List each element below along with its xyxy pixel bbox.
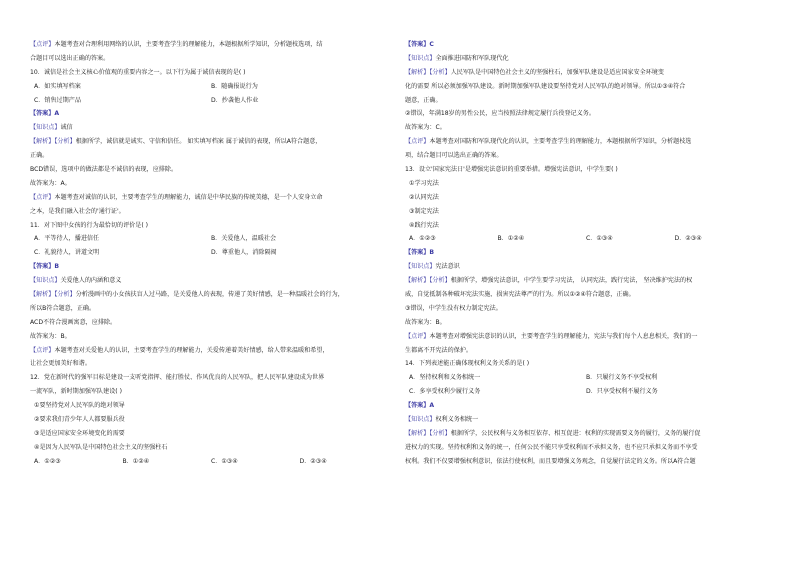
q12-stem-line-2: 一流军队，新时期加强军队建设( ) — [30, 388, 123, 396]
q10-comment-line-1: 【点评】本题考查对诚信的认识，主要考查学生的理解能力，诚信是中华民族的传统美德，是一个人安身立命 — [30, 193, 323, 201]
q14-options-row-1 — [405, 371, 763, 385]
q12-option-d: D．②③④ — [299, 457, 327, 465]
q13-option-c: C．①③④ — [586, 235, 613, 243]
q10-stem: 10．诚信是社会主义核心价值观的重要内容之一。以下行为属于诚信表现的是( ) — [30, 68, 246, 76]
q10-options-row-1 — [30, 80, 388, 94]
q11-analysis-line-1: 【解析】【分析】分析漫画中的小女孩扶盲人过马路，是关爱他人的表现，传递了美好情感，是一种温暖社会的行为， — [30, 291, 344, 299]
q13-option-b: B．①②④ — [497, 235, 525, 243]
q14-knowledge-point: 【知识点】权利义务相统一 — [405, 416, 479, 424]
q13-analysis-line-4: 故答案为：B。 — [405, 318, 446, 326]
q12-analysis-line-4: ②错误，年满18岁的男性公民，应当按照法律规定履行兵役登记义务。 — [405, 110, 595, 118]
q12-item-3: ③是适应国家安全环境变化的需要 — [34, 429, 125, 437]
q12-analysis-line-3: 题意，正确。 — [405, 96, 442, 104]
q14-analysis-line-1: 【解析】【分析】根据所学，公民权利与义务相互依存、相互促进：权利的实现需要义务的履行，义务的履行促 — [405, 429, 701, 437]
q12-item-4: ④是因为人民军队是中国特色社会主义的坚强柱石 — [34, 443, 168, 451]
q13-option-a: A．①②③ — [409, 235, 436, 243]
q9-comment-line-2: 合题目可以选出正确的答案。 — [30, 54, 110, 62]
q14-analysis-line-3: 权利。我们不仅要增强权利意识，依法行使权利，而且要增强义务观念，自觉履行法定的义务。所以A符合题 — [405, 457, 696, 465]
q13-comment-line-1: 【点评】本题考查对增强宪法意识的认识，主要考查学生的理解能力，宪法与我们每个人息息相关，我们的一 — [405, 332, 698, 340]
q14-stem: 14．下列表述能正确体现权利义务关系的是( ) — [405, 360, 530, 368]
q13-analysis-line-1: 【解析】【分析】根据所学，增强宪法意识，中学生要学习宪法， 认同宪法，践行宪法， 坚决维护宪法的权 — [405, 277, 693, 285]
q11-analysis-line-3: ACD不符合漫画寓意，应排除。 — [30, 318, 117, 326]
q11-options-row-2 — [30, 246, 388, 260]
q13-options-row — [405, 232, 763, 246]
q10-answer: 【答案】A — [30, 110, 60, 118]
q14-analysis-line-2: 进权力的实现。坚持权利和义务的统一，任何公民不能只享受权利而不承担义务，也不应只承担义务而不享受 — [405, 443, 698, 451]
q10-option-b: B．随确报说行为 — [211, 82, 258, 90]
q14-answer: 【答案】A — [405, 402, 435, 410]
q13-knowledge-point: 【知识点】宪法意识 — [405, 263, 460, 271]
q11-option-a: A．平等待人，播进信任 — [34, 235, 100, 243]
q11-comment-line-1: 【点评】本题考查对关爱他人的认识，主要考查学生的理解能力，关爱传递着美好情感，给人带来温暖和希望， — [30, 346, 329, 354]
q13-analysis-line-2: 威，自觉抵制各种破坏宪法实施、损害宪法尊严的行为。所以①②④符合题意，正确。 — [405, 291, 635, 299]
q11-option-b: B．关爱他人，温暖社会 — [211, 235, 277, 243]
q10-options-row-2 — [30, 94, 388, 108]
q12-option-a: A．①②③ — [34, 457, 61, 465]
q11-analysis-line-2: 所以B符合题意，正确。 — [30, 304, 96, 312]
q9-comment-line-1: 【点评】本题考查对合理利用网络的认识，主要考查学生的理解能力，本题根据所学知识，分析题枝选项，结 — [30, 41, 323, 48]
q12-answer: 【答案】C — [405, 41, 434, 48]
q14-option-d: D．只享受权利不履行义务 — [586, 388, 658, 396]
q11-stem: 11．对下图中女孩的行为最恰切的评价是( ) — [30, 221, 149, 229]
q10-option-a: A．如实填写档案 — [34, 82, 81, 90]
q12-comment-line-2: 项，结合题目可以选出正确的答案。 — [405, 152, 503, 160]
q11-option-c: C．礼貌待人，讲道文明 — [34, 249, 100, 257]
q12-options-row — [30, 455, 388, 469]
q13-item-3: ③制定宪法 — [409, 207, 439, 215]
q11-option-d: D．尊重他人，消除隔阂 — [211, 249, 277, 257]
q12-item-2: ②要求我们青少年人人都要服兵役 — [34, 416, 125, 424]
q13-item-4: ④践行宪法 — [409, 221, 439, 229]
q10-comment-line-2: 之本，是我们融入社会的'通行证'。 — [30, 207, 125, 215]
right-column — [405, 38, 763, 469]
q12-option-c: C．①③④ — [211, 457, 238, 465]
q14-option-c: C．多享受权利少履行义务 — [409, 388, 481, 396]
q12-knowledge-point: 【知识点】全面推进国防和军队现代化 — [405, 54, 509, 62]
q12-analysis-line-1: 【解析】【分析】人民军队是中国特色社会主义的坚强柱石，加强军队建设是适应国家安全环境变 — [405, 68, 664, 76]
q12-item-1: ①要坚持党对人民军队的绝对领导 — [34, 402, 125, 410]
q11-knowledge-point: 【知识点】关爱他人的内涵和意义 — [30, 277, 122, 285]
q13-comment-line-2: 生都离不开宪法的保护。 — [405, 346, 473, 354]
q12-stem-line-1: 12．党在新时代的强军目标是建设一支听党指挥、能打胜仗、作风优良的人民军队，把人民军队建设成为世界 — [30, 374, 325, 382]
q10-option-c: C．销售过期产品 — [34, 96, 81, 104]
q12-analysis-line-5: 故答案为：C。 — [405, 124, 446, 132]
q10-analysis-line-4: 故答案为：A。 — [30, 179, 71, 187]
q10-analysis-line-3: BCD错误，选项中的做法都是不诚信的表现，应排除。 — [30, 166, 178, 174]
q13-analysis-line-3: ③错误，中学生没有权力制定宪法。 — [405, 304, 502, 312]
q13-item-2: ②认同宪法 — [409, 193, 439, 201]
q10-analysis-line-1: 【解析】【分析】根据所学，诚信就是诚实、守信和信任。 如实填写档案 属于诚信的表现，所以A符合题意， — [30, 138, 322, 146]
q12-comment-line-1: 【点评】本题考查对国防和军队现代化的认识，主要考查学生的理解能力，本题根据所学知识，分析题枝选 — [405, 138, 692, 146]
q14-option-a: A．坚持权利和义务相统一 — [409, 374, 481, 382]
q11-answer: 【答案】B — [30, 263, 60, 271]
q12-option-b: B．①②④ — [122, 457, 150, 465]
q14-option-b: B．只履行义务不享受权利 — [586, 374, 658, 382]
q12-analysis-line-2: 化的需要 所以必须加强军队建设。新时期加强军队建设要坚持党对人民军队的绝对领导。所以①③④符合 — [405, 82, 686, 90]
q11-options-row-1 — [30, 232, 388, 246]
q13-answer: 【答案】B — [405, 249, 435, 257]
q11-comment-line-2: 让社会更加美好和谐。 — [30, 360, 91, 368]
q10-analysis-line-2: 正确。 — [30, 152, 49, 160]
left-column — [30, 38, 388, 469]
q13-item-1: ①学习宪法 — [409, 179, 439, 187]
q10-option-d: D．抄袭他人作业 — [211, 96, 259, 104]
q13-stem: 13．设立'国家宪法日'是增强宪法意识的重要举措。增强宪法意识，中学生要( ) — [405, 166, 618, 174]
q10-knowledge-point: 【知识点】诚信 — [30, 124, 73, 132]
q11-analysis-line-4: 故答案为：B。 — [30, 332, 71, 340]
q14-options-row-2 — [405, 385, 763, 399]
q13-option-d: D．②③④ — [674, 235, 702, 243]
